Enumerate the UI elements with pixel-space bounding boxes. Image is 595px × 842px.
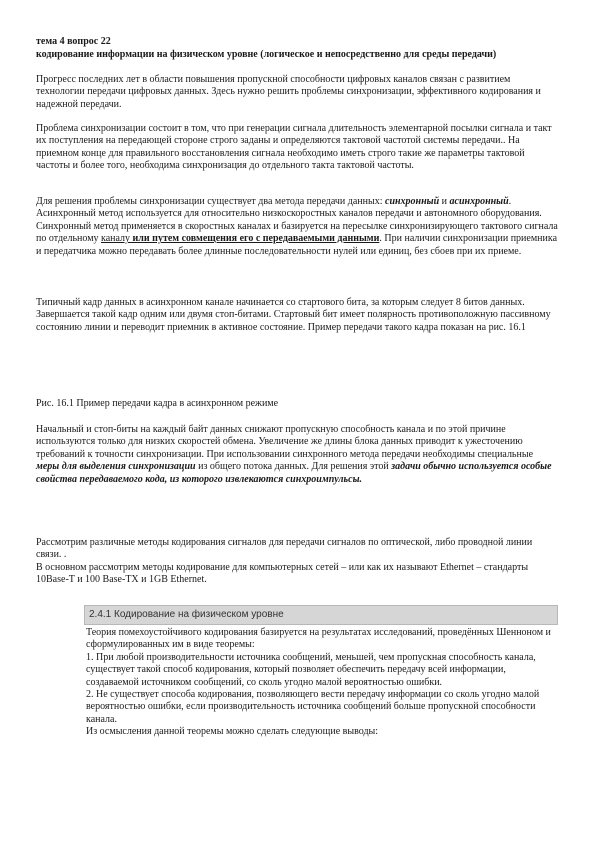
paragraph-async-frame: Типичный кадр данных в асинхронном канале начинается со стартового бита, за которым следует 8 битов данных. Завершается такой кадр одним или двумя стоп-битами. Стартовый бит имеет полярность противоположную пассивному состоянию линии и переводит приемник в активное состояние. Пример передачи такого кадра показан на рис. 16.1 [36, 297, 551, 333]
paragraph-progress: Прогресс последних лет в области повышения пропускной способности цифровых каналов связан с развитием технологии передачи цифровых данных. Здесь нужно решить проблемы синхронизации, эффективного кодирования и надежной передачи. [36, 74, 541, 110]
term-channel: каналу [101, 233, 131, 245]
term-asynchronous: асинхронный [449, 196, 509, 207]
paragraph-sync-methods: Для решения проблемы синхронизации существует два метода передачи данных: синхронный и асинхронный. Асинхронный метод используется для относительно низкоскоростных каналов передачи и автономного оборудования. Синхронный метод применяется в скоростных каналах и базируется на пересылке синхронизирующего тактового сигнала по отдельному каналу или путем совмещения его с передаваемыми данными. При наличии синхронизации приемника и передатчика можно передавать более длинные последовательности нулей или единиц, без сбоев при их приеме. [36, 196, 558, 257]
term-sync-measures: меры для выделения синхронизации [36, 461, 196, 473]
paragraph-sync-problem: Проблема синхронизации состоит в том, что при генерации сигнала длительность элементарной посылки сигнала и такт их поступления на передающей стороне строго заданы и определяются тактовой частотой системы передачи.. На приемном конце для правильного восстановления сигнала необходимо иметь строго такие же параметры тактовой частоты и более того, необходима синхронизация до отдельного такта тактовой частоты. [36, 123, 552, 172]
section-title: 2.4.1 Кодирование на физическом уровне [84, 605, 558, 625]
section-paragraph-theorem-2: 2. Не существует способа кодирования, позволяющего вести передачу информации со сколь угодно малой вероятностью ошибки, если производительность источника сообщений больше пропускной способности канала. [86, 689, 540, 725]
section-paragraph-conclusions: Из осмысления данной теоремы можно сделать следующие выводы: [86, 726, 379, 738]
topic-label: тема 4 вопрос 22 [36, 36, 111, 47]
term-synchronous: синхронный [385, 196, 440, 207]
figure-caption: Рис. 16.1 Пример передачи кадра в асинхронном режиме [36, 398, 279, 409]
section-body [84, 625, 558, 739]
term-combined: или путем совмещения его с передаваемыми данными [130, 233, 380, 245]
term-code-properties: задачи обычно используется особые свойства передаваемого кода, из которого извлекаются синхроимпульсы. [36, 461, 552, 485]
paragraph-start-stop-bits: Начальный и стоп-биты на каждый байт данных снижают пропускную способность канала и по этой причине используются только для низких скоростей обмена. Увеличение же длины блока данных приводит к ужесточению требований к точности синхронизации. При использовании синхронного метода передачи необходимы специальные меры для выделения синхронизации из общего потока данных. Для решения этой задачи обычно используется особые свойства передаваемого кода, из которого извлекаются синхроимпульсы. [36, 424, 552, 485]
paragraph-ethernet: В основном рассмотрим методы кодирование для компьютерных сетей – или как их называют Ethernet – стандарты 10Base-T и 100 Base-TX и 1GB Ethernet. [36, 562, 529, 586]
paragraph-coding-methods: Рассмотрим различные методы кодирования сигналов для передачи сигналов по оптической, либо проводной линии связи. . [36, 537, 533, 561]
section-physical-coding [84, 605, 558, 781]
document-heading: кодирование информации на физическом уровне (логическое и непосредственно для среды передачи) [36, 49, 497, 60]
section-paragraph-theorem-1: 1. При любой производительности источника сообщений, меньшей, чем пропускная способность канала, существует такой способ кодирования, который позволяет обеспечить передачу всей информации, создаваемой источником сообщений, со сколь угодно малой вероятностью ошибки. [86, 651, 536, 688]
section-paragraph-theory: Теория помехоустойчивого кодирования базируется на результатах исследований, проведённых Шенноном и сформулированных им в виде теоремы: [86, 627, 551, 651]
